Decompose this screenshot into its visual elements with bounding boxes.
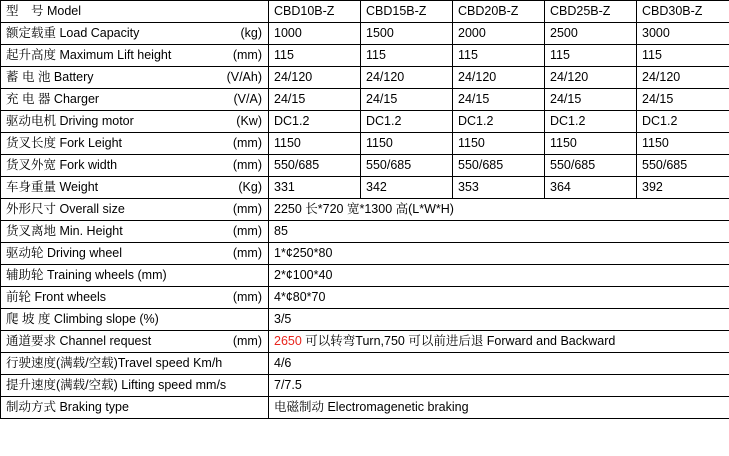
row-value: 392 <box>637 177 729 199</box>
row-label-cell <box>1 89 269 111</box>
row-label-unit: (mm) <box>232 224 262 238</box>
table-row <box>1 375 729 397</box>
row-value: 24/120 <box>637 67 729 89</box>
row-label-text: 驱动电机 Driving motor <box>6 114 134 128</box>
row-label-text: 额定载重 Load Capacity <box>6 26 140 40</box>
row-value: 1150 <box>637 133 729 155</box>
row-label-cell <box>1 309 269 331</box>
row-label-cell <box>1 265 269 287</box>
table-row <box>1 265 729 287</box>
row-label-cell <box>1 287 269 309</box>
row-label-cell <box>1 353 269 375</box>
row-value: 1150 <box>361 133 453 155</box>
table-row <box>1 397 729 419</box>
row-value: 2250 长*720 宽*1300 高(L*W*H) <box>269 199 729 221</box>
row-label-cell <box>1 199 269 221</box>
row-value: 1500 <box>361 23 453 45</box>
header-model-4: CBD25B-Z <box>545 1 637 23</box>
row-value: 550/685 <box>269 155 361 177</box>
row-value: 364 <box>545 177 637 199</box>
row-label-cell <box>1 177 269 199</box>
table-header-row <box>1 1 729 23</box>
row-label-cell <box>1 397 269 419</box>
row-label-text: 通道要求 Channel request <box>6 334 152 348</box>
row-label-unit: (V/A) <box>233 92 262 106</box>
row-value-channel-request <box>269 331 729 353</box>
header-label-text: 型 号 Model <box>6 4 82 18</box>
table-row <box>1 111 729 133</box>
row-label-text: 起升高度 Maximum Lift height <box>6 48 172 62</box>
row-value: 115 <box>545 45 637 67</box>
header-label-cell <box>1 1 269 23</box>
row-label-text: 货叉长度 Fork Leight <box>6 136 123 150</box>
row-label-cell <box>1 331 269 353</box>
row-value: 3/5 <box>269 309 729 331</box>
row-value: 24/15 <box>637 89 729 111</box>
row-label-text: 前轮 Front wheels <box>6 290 107 304</box>
row-label-unit: (mm) <box>232 334 262 348</box>
table-row <box>1 67 729 89</box>
row-value: 85 <box>269 221 729 243</box>
row-label-cell <box>1 375 269 397</box>
row-label-text: 蓄 电 池 Battery <box>6 70 94 84</box>
table-row <box>1 221 729 243</box>
row-value: 353 <box>453 177 545 199</box>
row-value: 24/120 <box>453 67 545 89</box>
row-value: 2500 <box>545 23 637 45</box>
row-label-cell <box>1 155 269 177</box>
row-label-text: 制动方式 Braking type <box>6 400 129 414</box>
row-value: 342 <box>361 177 453 199</box>
row-label-unit: (mm) <box>232 48 262 62</box>
row-label-cell <box>1 221 269 243</box>
row-value: 24/120 <box>269 67 361 89</box>
row-value: 24/15 <box>545 89 637 111</box>
row-label-cell <box>1 67 269 89</box>
table-row <box>1 199 729 221</box>
row-value: 24/120 <box>545 67 637 89</box>
row-label-text: 充 电 器 Charger <box>6 92 100 106</box>
table-row <box>1 287 729 309</box>
table-row <box>1 155 729 177</box>
channel-request-rest: 可以转弯Turn,750 可以前进后退 Forward and Backward <box>301 334 616 348</box>
row-value: 115 <box>269 45 361 67</box>
row-label-text: 货叉外宽 Fork width <box>6 158 118 172</box>
row-value: 24/120 <box>361 67 453 89</box>
header-model-1: CBD10B-Z <box>269 1 361 23</box>
table-row <box>1 177 729 199</box>
row-value: 24/15 <box>453 89 545 111</box>
table-row <box>1 89 729 111</box>
row-value: 550/685 <box>545 155 637 177</box>
row-value: 2*¢100*40 <box>269 265 729 287</box>
row-value: 550/685 <box>637 155 729 177</box>
row-value: 2000 <box>453 23 545 45</box>
row-value: 24/15 <box>361 89 453 111</box>
row-value: 7/7.5 <box>269 375 729 397</box>
row-label-cell <box>1 45 269 67</box>
row-value: 550/685 <box>361 155 453 177</box>
row-label-unit: (mm) <box>232 158 262 172</box>
row-label-text: 辅助轮 Training wheels (mm) <box>6 268 167 282</box>
row-label-unit: (Kg) <box>238 180 262 194</box>
table-row <box>1 23 729 45</box>
table-row <box>1 331 729 353</box>
row-value: 1*¢250*80 <box>269 243 729 265</box>
row-label-text: 车身重量 Weight <box>6 180 99 194</box>
header-model-2: CBD15B-Z <box>361 1 453 23</box>
row-value: 电磁制动 Electromagenetic braking <box>269 397 729 419</box>
row-value: 3000 <box>637 23 729 45</box>
row-value: 1150 <box>269 133 361 155</box>
row-value: 4/6 <box>269 353 729 375</box>
row-value: DC1.2 <box>637 111 729 133</box>
row-label-text: 爬 坡 度 Climbing slope (%) <box>6 312 159 326</box>
row-value: 550/685 <box>453 155 545 177</box>
row-label-text: 行驶速度(满载/空载)Travel speed Km/h <box>6 356 223 370</box>
channel-request-highlight: 2650 <box>274 334 302 348</box>
row-value: 115 <box>453 45 545 67</box>
table-row <box>1 353 729 375</box>
row-label-unit: (mm) <box>232 246 262 260</box>
row-label-text: 提升速度(满载/空载) Lifting speed mm/s <box>6 378 227 392</box>
row-value: DC1.2 <box>269 111 361 133</box>
row-label-text: 外形尺寸 Overall size <box>6 202 125 216</box>
table-row <box>1 309 729 331</box>
row-value: 1000 <box>269 23 361 45</box>
row-value: 115 <box>361 45 453 67</box>
row-label-cell <box>1 243 269 265</box>
row-value: DC1.2 <box>361 111 453 133</box>
table-row <box>1 243 729 265</box>
row-label-text: 货叉离地 Min. Height <box>6 224 123 238</box>
row-label-unit: (V/Ah) <box>226 70 262 84</box>
row-label-unit: (mm) <box>232 202 262 216</box>
header-model-3: CBD20B-Z <box>453 1 545 23</box>
row-label-text: 驱动轮 Driving wheel <box>6 246 123 260</box>
table-row <box>1 133 729 155</box>
row-value: 1150 <box>453 133 545 155</box>
row-label-cell <box>1 111 269 133</box>
row-label-cell <box>1 133 269 155</box>
row-value: DC1.2 <box>545 111 637 133</box>
row-value: 115 <box>637 45 729 67</box>
row-label-cell <box>1 23 269 45</box>
header-model-5: CBD30B-Z <box>637 1 729 23</box>
row-label-unit: (kg) <box>240 26 262 40</box>
row-value: 4*¢80*70 <box>269 287 729 309</box>
row-value: DC1.2 <box>453 111 545 133</box>
row-label-unit: (mm) <box>232 136 262 150</box>
row-value: 1150 <box>545 133 637 155</box>
table-body <box>1 1 729 419</box>
row-value: 24/15 <box>269 89 361 111</box>
row-value: 331 <box>269 177 361 199</box>
row-label-unit: (mm) <box>232 290 262 304</box>
table-row <box>1 45 729 67</box>
row-label-unit: (Kw) <box>236 114 262 128</box>
